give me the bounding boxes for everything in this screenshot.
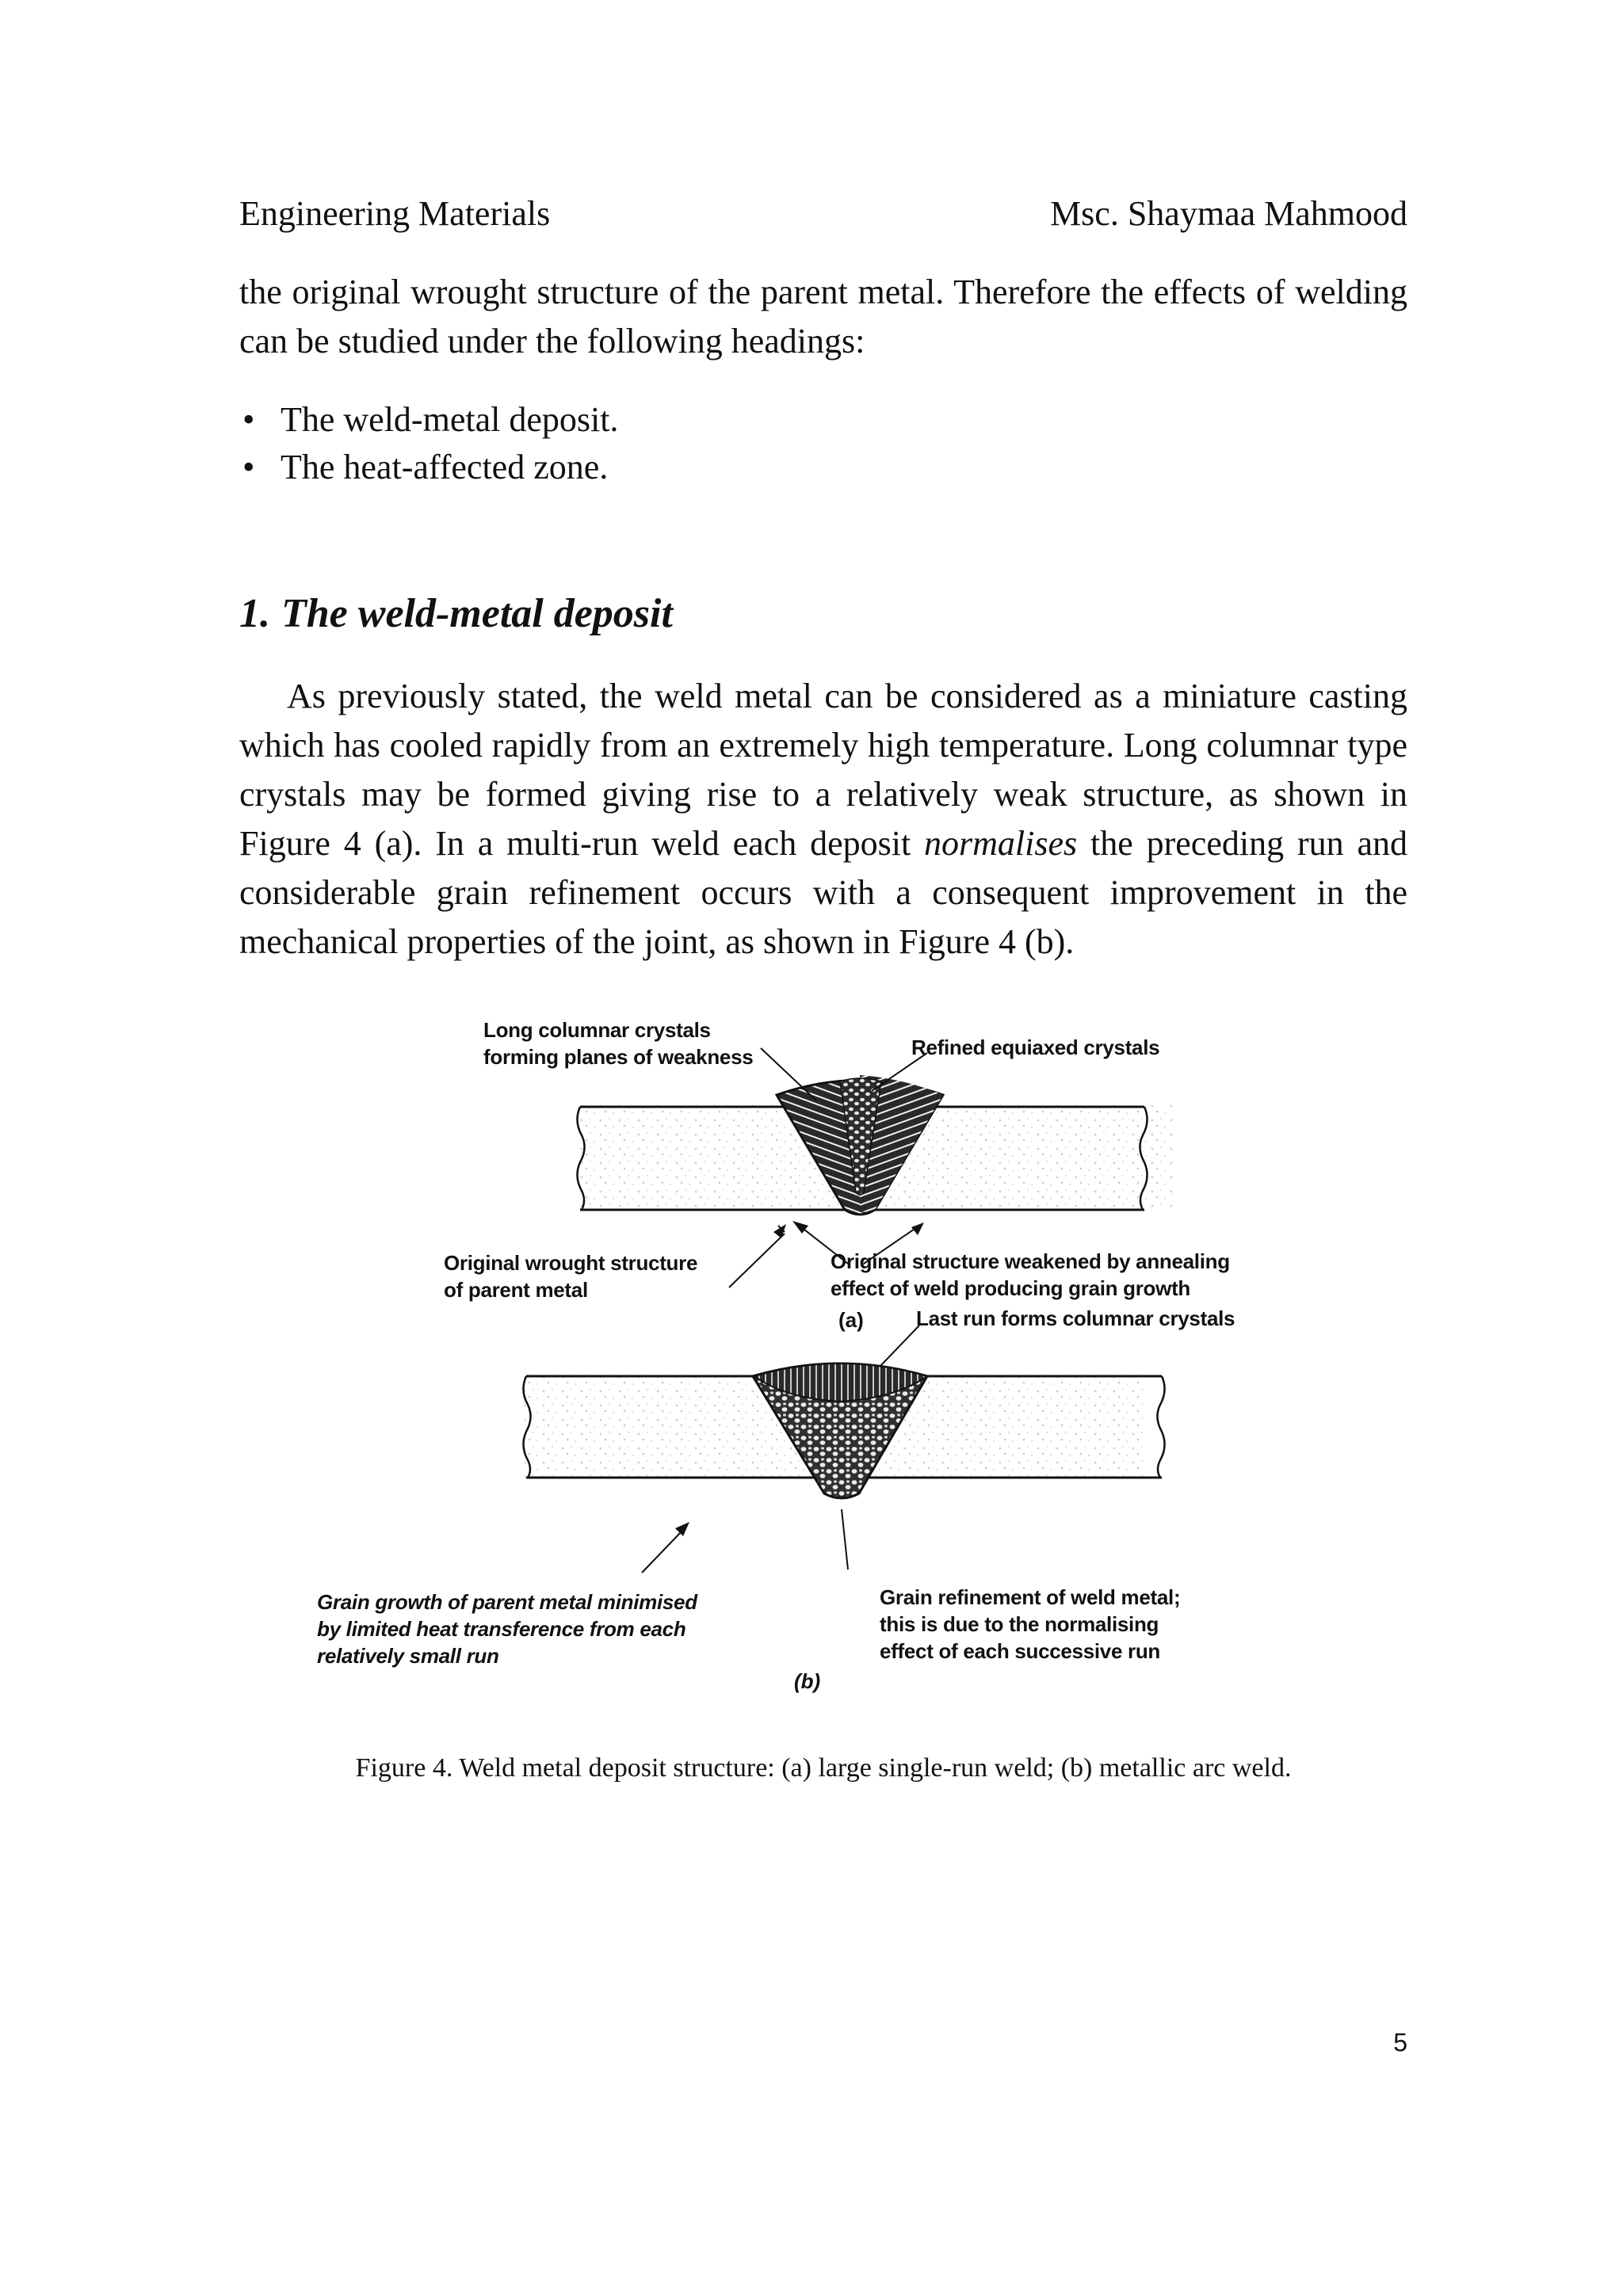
weld-structure-figure [293, 1002, 1260, 1715]
list-item-text: The weld-metal deposit. [281, 400, 619, 439]
body-paragraph [239, 672, 1407, 967]
figure-caption: Figure 4. Weld metal deposit structure: (a) large single-run weld; (b) metallic arc weld. [355, 1753, 1292, 1783]
section-number: 1. [239, 591, 270, 636]
bullet-icon: • [242, 400, 255, 439]
bullet-icon: • [242, 448, 255, 486]
body-text-after: the preceding run and considerable grain refinement occurs with a consequent improvement in the mechanical properties of the joint, as shown in Figure 4 (b). [239, 824, 1407, 961]
intro-paragraph: the original wrought structure of the parent metal. Therefore the effects of welding can be studied under the following headings: [239, 273, 1407, 360]
label-last-run: Last run forms columnar crystals [916, 1306, 1235, 1330]
sub-label-b: (b) [794, 1669, 821, 1693]
list-item [239, 396, 1407, 444]
page-number: 5 [1393, 2028, 1407, 2057]
label-grain-refinement: Grain refinement of weld metal; this is due to the normalising effect of each successive run [880, 1585, 1181, 1663]
label-equiaxed-crystals: Refined equiaxed crystals [911, 1035, 1160, 1059]
page-header [239, 190, 1407, 238]
sub-label-a: (a) [838, 1308, 864, 1332]
body-text-emphasis: normalises [924, 824, 1078, 863]
list-item [239, 444, 1407, 491]
list-item-text: The heat-affected zone. [281, 448, 609, 486]
section-heading [239, 586, 673, 642]
label-weakened-structure: Original structure weakened by annealing effect of weld producing grain growth [831, 1249, 1230, 1300]
section-title: The weld-metal deposit [281, 591, 673, 636]
header-author: Msc. Shaymaa Mahmood [1050, 194, 1407, 233]
label-grain-growth: Grain growth of parent metal minimised by limited heat transference from each relatively small run [317, 1590, 697, 1668]
headings-list [239, 396, 1407, 491]
label-columnar-crystals: Long columnar crystals forming planes of weakness [483, 1018, 754, 1069]
header-course-title: Engineering Materials [239, 194, 551, 233]
arrowheads-a [773, 1221, 924, 1238]
arrowheads-b [675, 1522, 689, 1536]
label-wrought-structure: Original wrought structure of parent metal [444, 1251, 698, 1302]
body-text-before: As previously stated, the weld metal can be considered as a miniature casting which has cooled rapidly from an extremely high temperature. Long columnar type crystals may be formed giving rise to a relatively weak structure, as shown in Figure 4 (a). In a multi-run weld each deposit [239, 677, 1407, 863]
